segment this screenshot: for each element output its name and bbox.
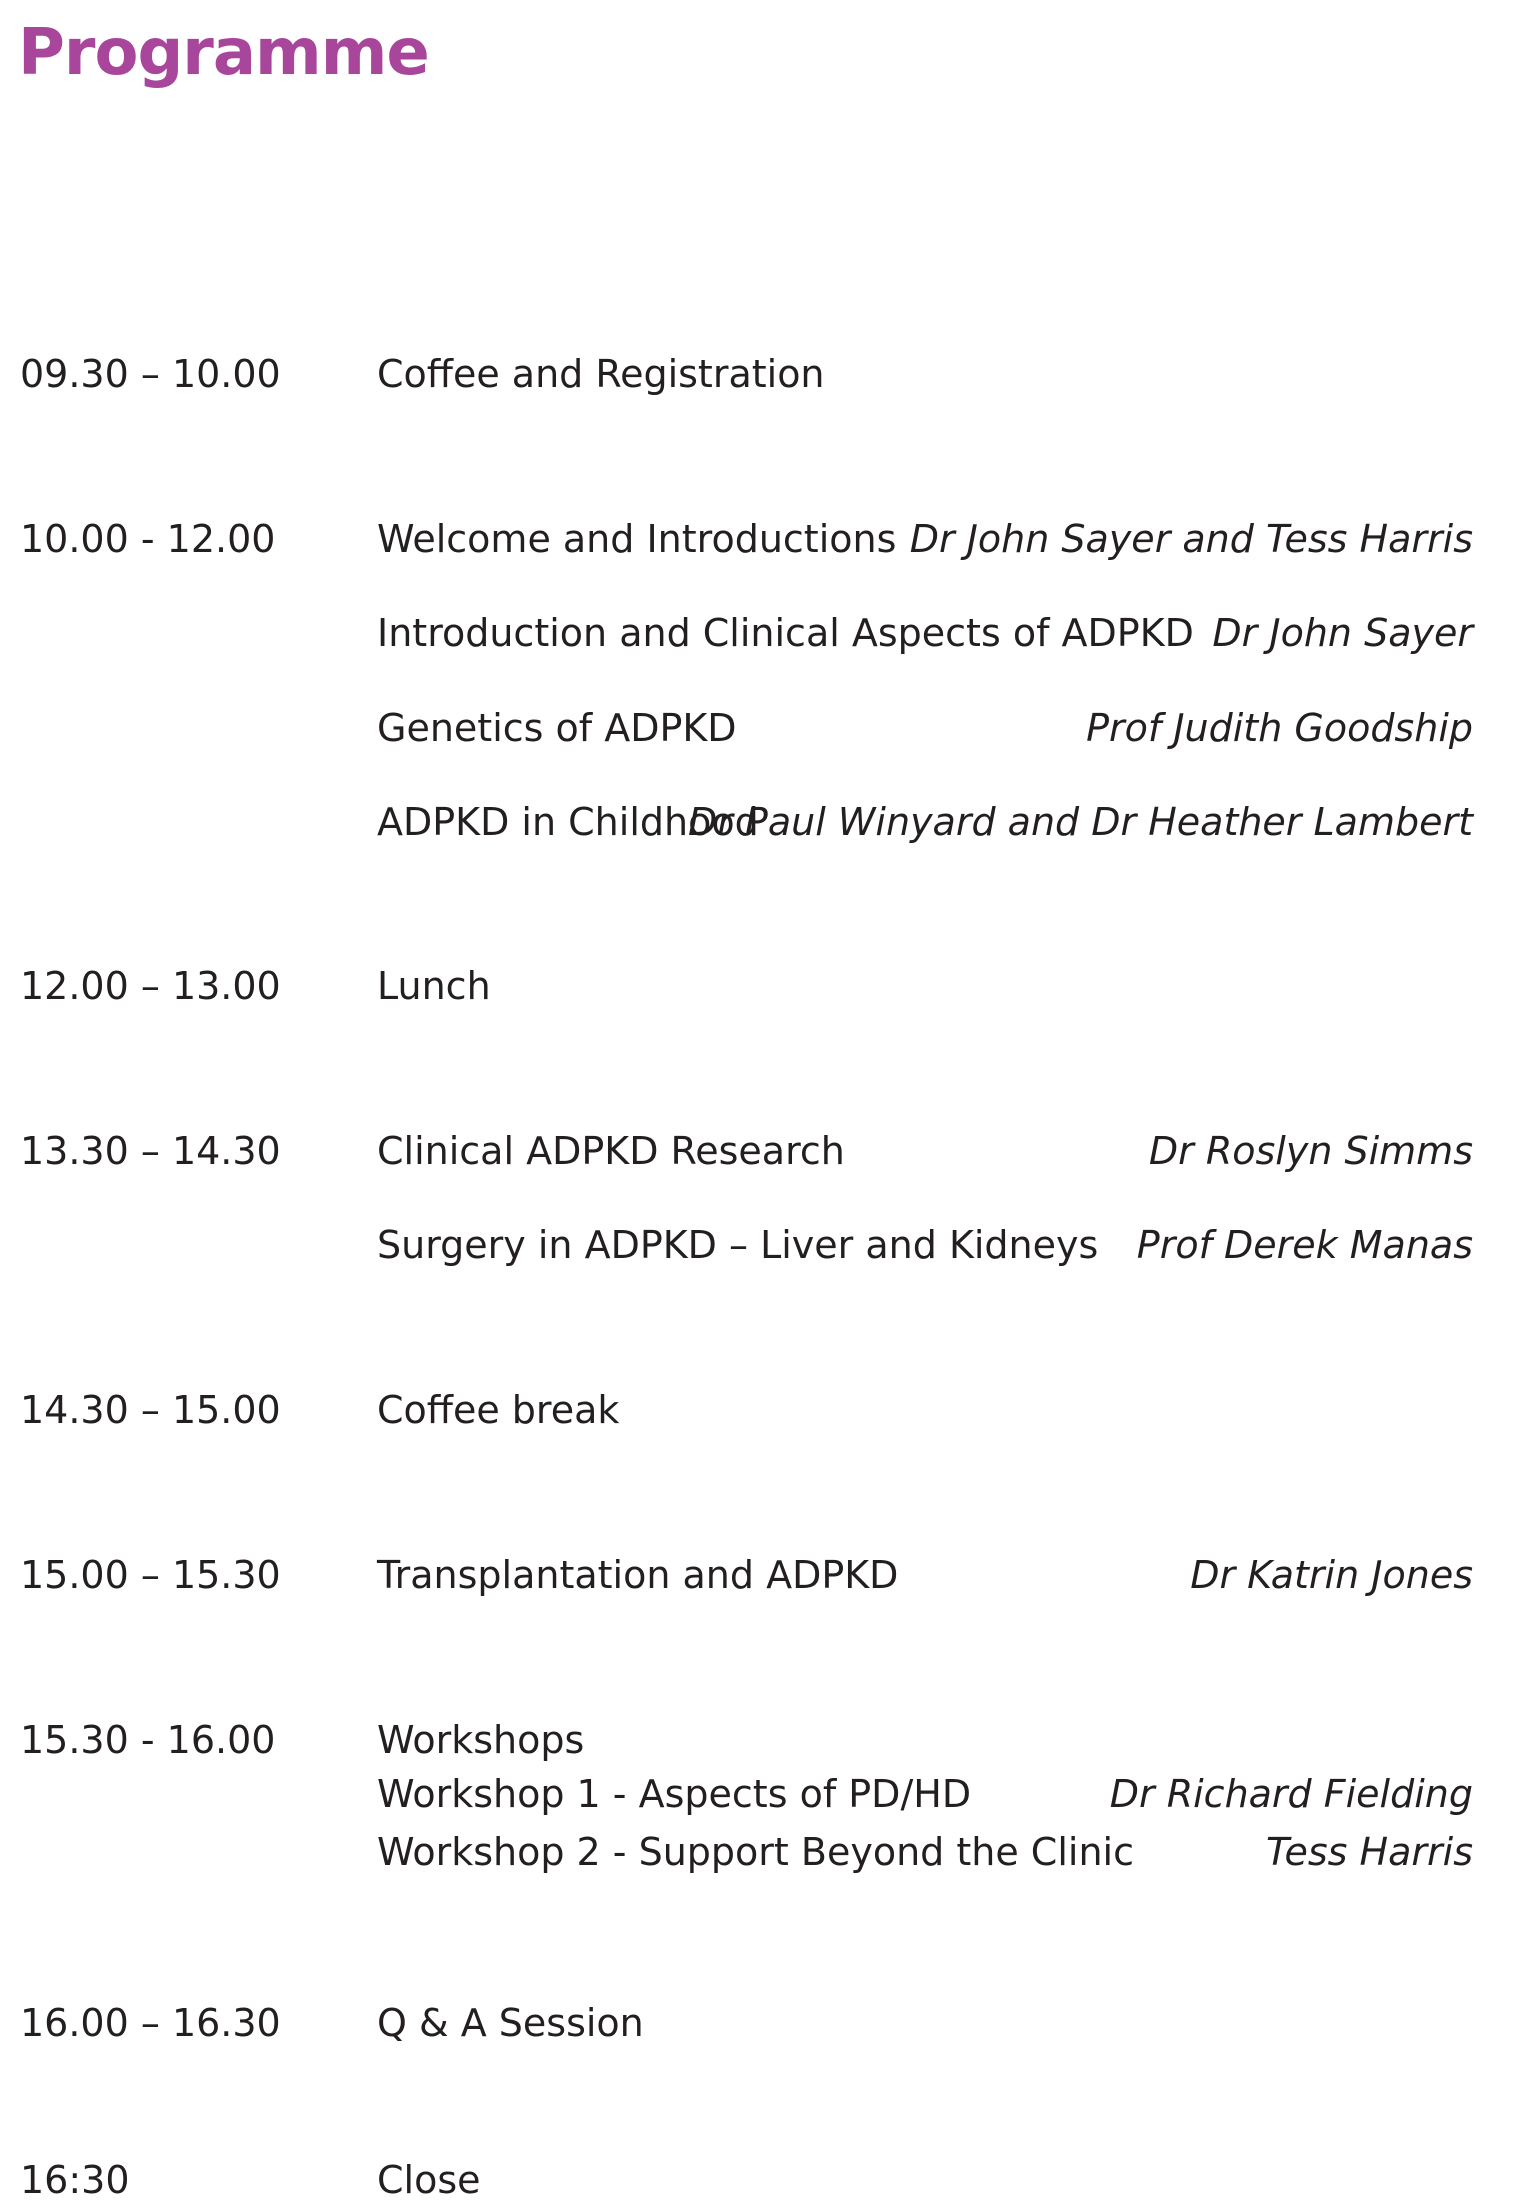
session-item: [377, 346, 1473, 402]
session-item: [377, 1547, 1473, 1603]
session-item: [377, 511, 1473, 567]
session-topic: Workshop 1 - Aspects of PD/HD: [377, 1772, 972, 1816]
session-item: [377, 1828, 1473, 1876]
session-item: [377, 1217, 1473, 1273]
session-speaker: Tess Harris: [1265, 1830, 1473, 1874]
session-topic: Workshop 2 - Support Beyond the Clinic: [377, 1830, 1134, 1874]
session-topic: Clinical ADPKD Research: [377, 1129, 845, 1173]
session-item: [377, 1123, 1473, 1179]
session-topic: Lunch: [377, 964, 491, 1008]
session-time: 16.00 – 16.30: [20, 2001, 281, 2045]
page-title: Programme: [18, 16, 429, 90]
session-speaker: Dr Richard Fielding: [1109, 1772, 1473, 1816]
session-speaker: Dr Paul Winyard and Dr Heather Lambert: [687, 800, 1473, 844]
session-speaker: Dr John Sayer: [1212, 611, 1473, 655]
session-time: 16:30: [20, 2158, 130, 2202]
session-time: 12.00 – 13.00: [20, 964, 281, 1008]
session-speaker: Dr Roslyn Simms: [1148, 1129, 1473, 1173]
session-time: 15.00 – 15.30: [20, 1553, 281, 1597]
session-topic: Q & A Session: [377, 2001, 644, 2045]
session-item: [377, 605, 1473, 661]
session-item: [377, 1995, 1473, 2051]
session-speaker: Dr John Sayer and Tess Harris: [909, 517, 1473, 561]
session-time: 09.30 – 10.00: [20, 352, 281, 396]
session-time: 10.00 - 12.00: [20, 517, 276, 561]
session-topic: Genetics of ADPKD: [377, 706, 737, 750]
session-time: 13.30 – 14.30: [20, 1129, 281, 1173]
session-item: [377, 1382, 1473, 1438]
session-heading: Workshops: [377, 1718, 585, 1762]
session-topic: Introduction and Clinical Aspects of ADPKD: [377, 611, 1194, 655]
session-time: 14.30 – 15.00: [20, 1388, 281, 1432]
session-time: 15.30 - 16.00: [20, 1718, 276, 1762]
session-item: [377, 2152, 1473, 2208]
session-topic: ADPKD in Childhood: [377, 800, 759, 844]
session-heading-line: [377, 1712, 1473, 1768]
session-topic: Coffee and Registration: [377, 352, 825, 396]
session-item: [377, 1770, 1473, 1818]
session-item: [377, 958, 1473, 1014]
session-speaker: Prof Derek Manas: [1136, 1223, 1473, 1267]
session-speaker: Prof Judith Goodship: [1086, 706, 1473, 750]
session-item: [377, 700, 1473, 756]
session-topic: Coffee break: [377, 1388, 620, 1432]
session-topic: Close: [377, 2158, 481, 2202]
session-speaker: Dr Katrin Jones: [1190, 1553, 1473, 1597]
session-topic: Surgery in ADPKD – Liver and Kidneys: [377, 1223, 1099, 1267]
session-item: [377, 794, 1473, 850]
session-topic: Transplantation and ADPKD: [377, 1553, 899, 1597]
session-topic: Welcome and Introductions: [377, 517, 897, 561]
